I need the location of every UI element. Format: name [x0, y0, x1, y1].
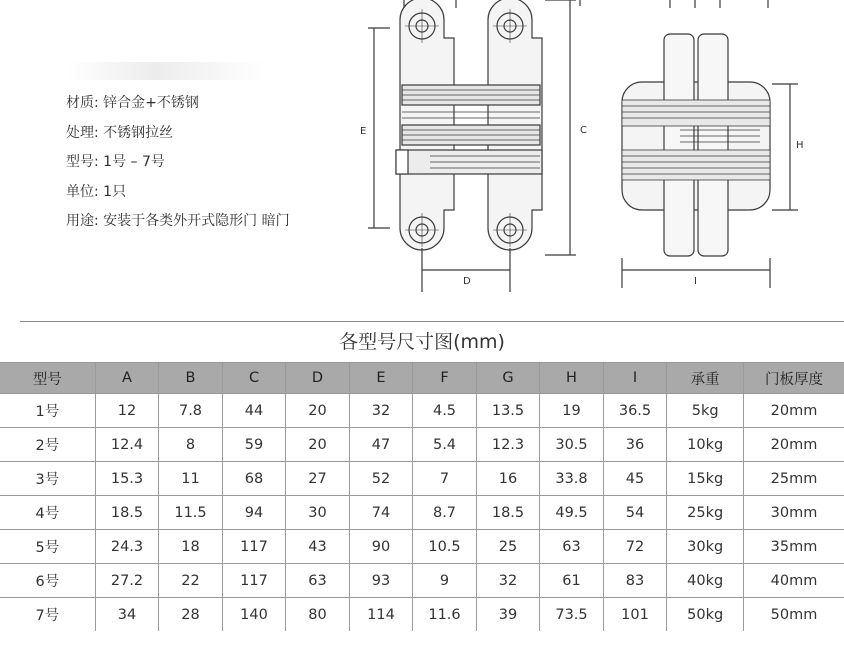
table-cell: 52	[349, 462, 413, 496]
table-title: 各型号尺寸图(mm)	[339, 331, 505, 353]
header-cell: A	[95, 363, 159, 394]
table-cell: 54	[603, 496, 667, 530]
table-cell: 12	[95, 394, 159, 428]
table-cell: 72	[603, 530, 667, 564]
table-cell: 32	[349, 394, 413, 428]
table-cell: 25mm	[744, 462, 844, 496]
table-cell: 4.5	[413, 394, 477, 428]
table-cell: 30kg	[667, 530, 744, 564]
spec-finish: 处理: 不锈钢拉丝	[66, 124, 174, 141]
table-row	[0, 462, 844, 496]
spec-model-range: 型号: 1号 – 7号	[66, 154, 165, 170]
table-cell: 117	[222, 530, 286, 564]
table-cell: 2号	[0, 428, 95, 462]
table-cell: 7	[413, 462, 477, 496]
header-cell: 承重	[667, 363, 744, 394]
table-cell: 11.6	[413, 598, 477, 632]
table-cell: 18.5	[476, 496, 540, 530]
table-cell: 8	[159, 428, 223, 462]
table-cell: 140	[222, 598, 286, 632]
table-cell: 11	[159, 462, 223, 496]
spec-unit: 单位: 1只	[66, 183, 127, 200]
table-cell: 40kg	[667, 564, 744, 598]
header-cell: B	[159, 363, 223, 394]
table-cell: 3号	[0, 462, 95, 496]
label-d: D	[463, 276, 471, 287]
table-cell: 7号	[0, 598, 95, 632]
dimension-i	[622, 258, 770, 288]
table-cell: 27	[286, 462, 350, 496]
hinge-front-view	[396, 0, 542, 250]
table-cell: 49.5	[540, 496, 604, 530]
table-cell: 25kg	[667, 496, 744, 530]
table-cell: 12.4	[95, 428, 159, 462]
table-cell: 34	[95, 598, 159, 632]
table-cell: 1号	[0, 394, 95, 428]
table-cell: 25	[476, 530, 540, 564]
table-cell: 43	[286, 530, 350, 564]
table-cell: 6号	[0, 564, 95, 598]
table-cell: 47	[349, 428, 413, 462]
table-cell: 36.5	[603, 394, 667, 428]
table-cell: 36	[603, 428, 667, 462]
size-table-section	[0, 321, 844, 631]
table-cell: 15kg	[667, 462, 744, 496]
table-cell: 63	[540, 530, 604, 564]
header-cell: E	[349, 363, 413, 394]
table-cell: 16	[476, 462, 540, 496]
table-cell: 35mm	[744, 530, 844, 564]
dimension-e	[360, 28, 390, 228]
table-cell: 93	[349, 564, 413, 598]
table-cell: 5号	[0, 530, 95, 564]
table-cell: 15.3	[95, 462, 159, 496]
table-cell: 73.5	[540, 598, 604, 632]
table-cell: 94	[222, 496, 286, 530]
header-cell: 门板厚度	[744, 363, 844, 394]
table-cell: 30	[286, 496, 350, 530]
table-cell: 20	[286, 428, 350, 462]
table-cell: 24.3	[95, 530, 159, 564]
table-cell: 10.5	[413, 530, 477, 564]
hinge-technical-drawing	[350, 0, 810, 310]
table-cell: 61	[540, 564, 604, 598]
table-cell: 40mm	[744, 564, 844, 598]
table-cell: 18	[159, 530, 223, 564]
table-cell: 9	[413, 564, 477, 598]
table-cell: 11.5	[159, 496, 223, 530]
header-cell: H	[540, 363, 604, 394]
table-row	[0, 428, 844, 462]
table-cell: 20mm	[744, 394, 844, 428]
dimension-top-ticks	[404, 0, 768, 8]
table-cell: 33.8	[540, 462, 604, 496]
table-cell: 10kg	[667, 428, 744, 462]
table-row	[0, 394, 844, 428]
table-cell: 18.5	[95, 496, 159, 530]
table-header-row	[0, 363, 844, 394]
decorative-fade-bar	[66, 62, 266, 80]
table-cell: 5.4	[413, 428, 477, 462]
table-cell: 13.5	[476, 394, 540, 428]
table-cell: 5kg	[667, 394, 744, 428]
table-cell: 90	[349, 530, 413, 564]
table-cell: 27.2	[95, 564, 159, 598]
dimension-c	[545, 0, 587, 255]
table-cell: 117	[222, 564, 286, 598]
table-cell: 20mm	[744, 428, 844, 462]
table-cell: 7.8	[159, 394, 223, 428]
hinge-side-view	[622, 34, 770, 256]
dimension-d	[422, 248, 510, 292]
table-cell: 59	[222, 428, 286, 462]
table-cell: 80	[286, 598, 350, 632]
table-cell: 12.3	[476, 428, 540, 462]
table-cell: 114	[349, 598, 413, 632]
table-cell: 32	[476, 564, 540, 598]
table-row	[0, 564, 844, 598]
table-cell: 74	[349, 496, 413, 530]
table-cell: 50kg	[667, 598, 744, 632]
table-cell: 50mm	[744, 598, 844, 632]
table-row	[0, 598, 844, 632]
table-cell: 44	[222, 394, 286, 428]
table-cell: 28	[159, 598, 223, 632]
header-cell: C	[222, 363, 286, 394]
table-cell: 4号	[0, 496, 95, 530]
table-cell: 45	[603, 462, 667, 496]
table-cell: 20	[286, 394, 350, 428]
label-e: E	[360, 126, 367, 137]
header-cell: 型号	[0, 363, 95, 394]
table-cell: 30mm	[744, 496, 844, 530]
table-row	[0, 530, 844, 564]
table-cell: 101	[603, 598, 667, 632]
header-cell: D	[286, 363, 350, 394]
table-cell: 39	[476, 598, 540, 632]
header-cell: I	[603, 363, 667, 394]
table-cell: 83	[603, 564, 667, 598]
header-cell: G	[476, 363, 540, 394]
table-cell: 19	[540, 394, 604, 428]
label-h: H	[796, 140, 804, 151]
label-c: C	[580, 125, 587, 136]
spec-list	[66, 62, 356, 242]
table-cell: 63	[286, 564, 350, 598]
table-cell: 68	[222, 462, 286, 496]
table-row	[0, 496, 844, 530]
label-i: I	[694, 276, 697, 287]
table-cell: 22	[159, 564, 223, 598]
size-table	[0, 362, 844, 631]
dimension-h	[772, 84, 804, 210]
header-cell: F	[413, 363, 477, 394]
table-cell: 30.5	[540, 428, 604, 462]
spec-usage: 用途: 安装于各类外开式隐形门 暗门	[66, 213, 290, 229]
table-cell: 8.7	[413, 496, 477, 530]
spec-material: 材质: 锌合金+不锈钢	[66, 95, 199, 111]
